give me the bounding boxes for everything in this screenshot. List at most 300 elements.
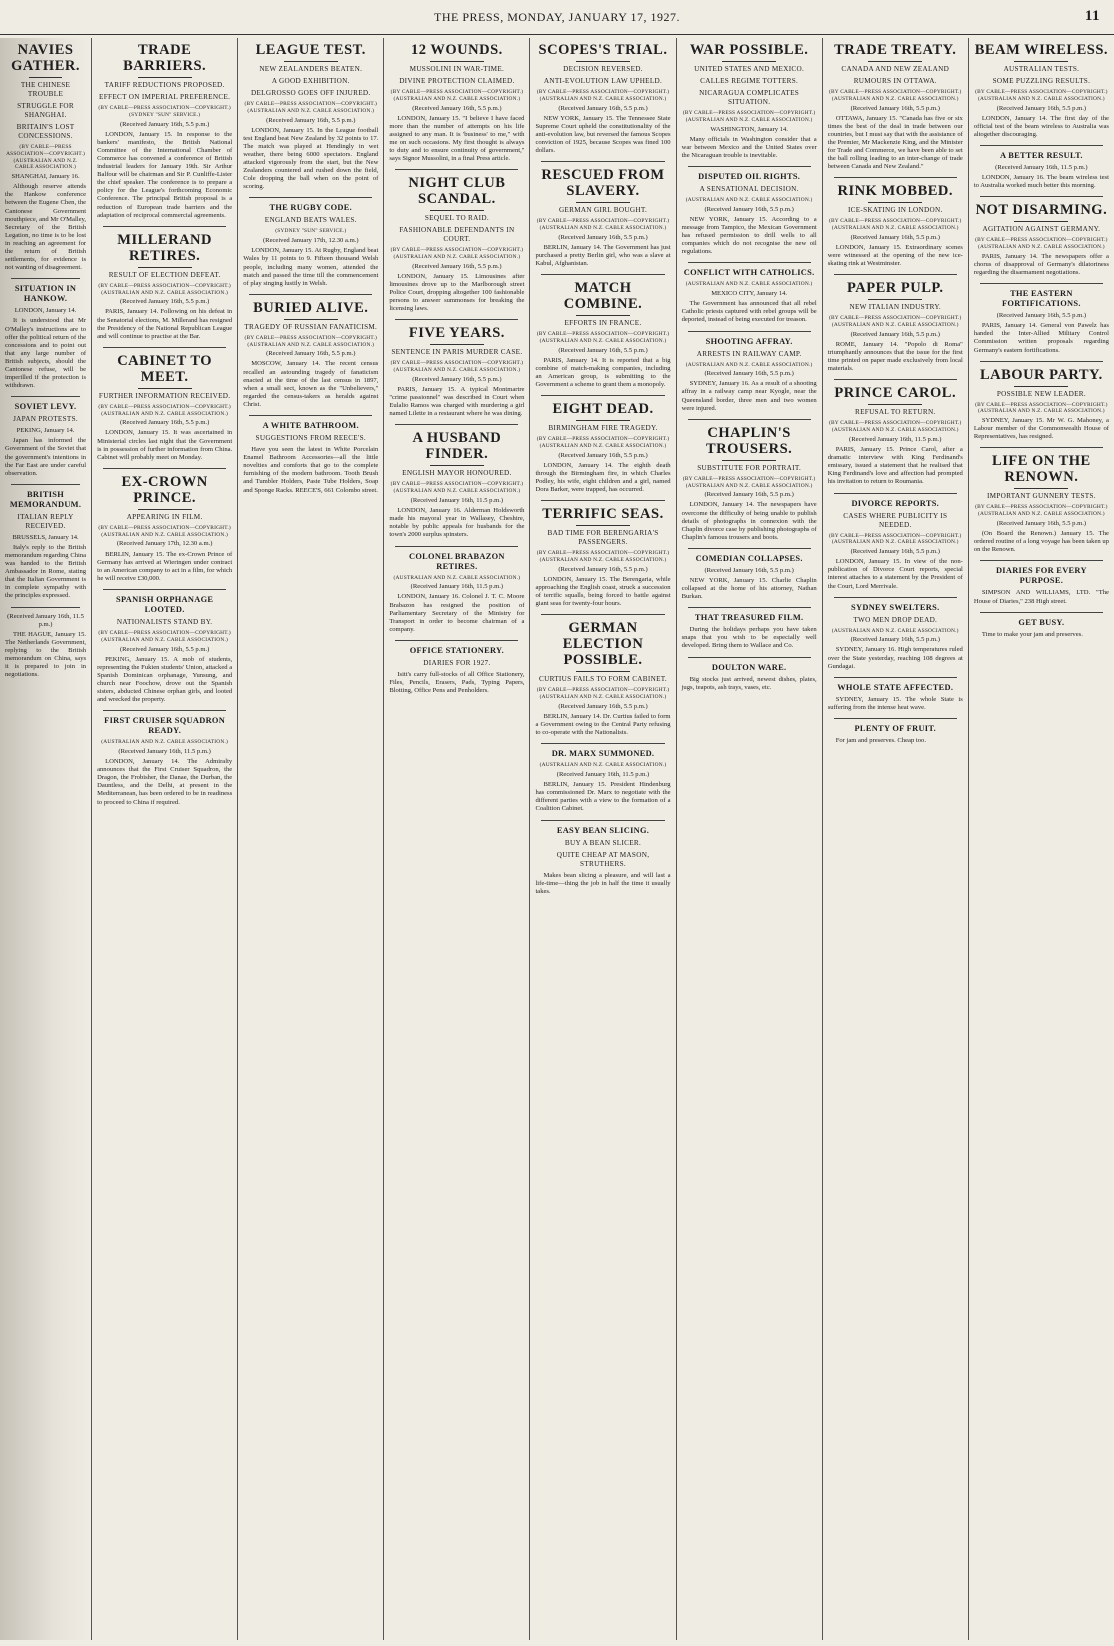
- story-deck: NATIONALISTS STAND BY.: [116, 617, 213, 626]
- story-separator: [11, 278, 80, 279]
- story-deck: GET BUSY.: [1018, 617, 1065, 627]
- story-separator: [980, 612, 1103, 613]
- story-headline: MILLERAND RETIRES.: [117, 231, 212, 264]
- story: [535, 614, 670, 737]
- story-separator: [103, 710, 226, 711]
- story: [828, 274, 963, 373]
- story-headline: CABINET TO MEET.: [117, 352, 213, 385]
- masthead-title: THE PRESS, MONDAY, JANUARY 17, 1927.: [434, 9, 680, 24]
- story-dateline: (Received January 16th, 5.5 p.m.): [704, 491, 794, 499]
- story-body: Many officials in Washington consider that a war between Mexico and the United States over the Nicaraguan trouble is inevitable.: [681, 135, 817, 159]
- story-body: BERLIN, January 15. President Hindenburg has commissioned Dr. Marx to negotiate with the different parties with a view to the formation of a Coalition Cabinet.: [535, 781, 671, 813]
- story-headline: SCOPES'S TRIAL.: [538, 42, 668, 58]
- story-dateline: (Received January 16th, 11.5 p.m.): [410, 497, 504, 505]
- headline-rule: [138, 388, 192, 389]
- story: [97, 710, 232, 806]
- story-body: During the holidays perhaps you have taken snaps that you wish to be especially well developed. Bring them to Wallace and Co.: [681, 626, 817, 650]
- cable-credit: (BY CABLE—PRESS ASSOCIATION—COPYRIGHT.) (AUSTRALIAN AND N.Z. CABLE ASSOCIATION.): [390, 89, 524, 102]
- story-deck: EFFECT ON IMPERIAL PREFERENCE.: [99, 93, 231, 101]
- story-deck: DIARIES FOR 1927.: [423, 658, 491, 667]
- headline-rule: [430, 344, 484, 345]
- story-dateline: (Received January 16th, 5.5 p.m.): [558, 565, 648, 573]
- story-body: LONDON, January 14. The newspapers have overcome the difficulty of being unable to publish details of photographs in connexion with the Chaplin divorce case by publishing photographs of Chaplin's famous trousers and boots.: [681, 501, 817, 541]
- story: [5, 396, 86, 478]
- cable-credit: (AUSTRALIAN AND N.Z. CABLE ASSOCIATION.): [393, 574, 521, 581]
- story-dateline: (Received January 16th, 5.5 p.m.): [996, 520, 1087, 528]
- story-headline: LABOUR PARTY.: [979, 366, 1103, 383]
- story-separator: [688, 607, 811, 608]
- story: [5, 278, 86, 390]
- story-dateline: (Received January 16th, 5.5 p.m.): [266, 116, 356, 124]
- story-deck: BIRMINGHAM FIRE TRAGEDY.: [548, 424, 658, 433]
- story-deck: NEW ZEALANDERS BEATEN.: [259, 65, 363, 73]
- story-deck: RESULT OF ELECTION DEFEAT.: [108, 270, 221, 279]
- story-headline: NAVIES GATHER.: [11, 42, 80, 74]
- story-separator: [249, 294, 372, 295]
- headline-rule: [722, 61, 776, 62]
- story-dateline: BRUSSELS, January 14.: [12, 533, 79, 541]
- headline-rule: [1014, 488, 1068, 489]
- story-separator: [541, 274, 664, 275]
- story-headline: BURIED ALIVE.: [253, 299, 369, 316]
- story: [682, 331, 817, 413]
- story-separator: [834, 274, 957, 275]
- story: [5, 484, 86, 601]
- story-deck: THE EASTERN FORTIFICATIONS.: [1002, 289, 1081, 309]
- story: [389, 424, 524, 539]
- story-body: LONDON, January 14. The first day of the official test of the beam wireless to Australia was altogether discouraging.: [973, 114, 1109, 138]
- story-separator: [11, 607, 80, 608]
- cable-credit: (BY CABLE—PRESS ASSOCIATION—COPYRIGHT.) (AUSTRALIAN AND N.Z. CABLE ASSOCIATION.): [536, 550, 670, 564]
- story-deck: A SENSATIONAL DECISION.: [699, 184, 799, 193]
- story-deck: ITALIAN REPLY RECEIVED.: [17, 512, 74, 530]
- story-separator: [980, 283, 1103, 284]
- story-body: Isitt's carry full-stocks of all Office Stationery, Files, Pencils, Erasers, Pads, Typing Papers, Blotting, Office Pens and Penholders.: [389, 670, 525, 695]
- story-dateline: (Received January 16th, 5.5 p.m.): [704, 205, 794, 213]
- story-body: LONDON, January 15. "I believe I have faced more than the number of attempts on his life assigned to any man. It is 'business' to me," with me on such occasions. My first thought is always to duty and to ensure continuity of government," says Signor Mussolini, in a final Press article.: [389, 114, 525, 163]
- story-separator: [980, 361, 1103, 362]
- cable-credit: (AUSTRALIAN AND N.Z. CABLE ASSOCIATION.): [101, 739, 229, 746]
- cable-credit: (BY CABLE—PRESS ASSOCIATION—COPYRIGHT.) (AUSTRALIAN AND N.Z. CABLE ASSOCIATION.): [98, 629, 231, 643]
- cable-credit: (BY CABLE—PRESS ASSOCIATION—COPYRIGHT.) (AUSTRALIAN AND N.Z. CABLE ASSOCIATION.): [536, 687, 670, 701]
- story-deck: A BETTER RESULT.: [1000, 150, 1083, 160]
- cable-credit: (BY CABLE—PRESS ASSOCIATION—COPYRIGHT.) (AUSTRALIAN AND N.Z. CABLE ASSOCIATION.): [975, 89, 1108, 102]
- story-deck: TWO MEN DROP DEAD.: [853, 615, 938, 624]
- story: [535, 42, 670, 155]
- story-dateline: LONDON, January 14.: [14, 307, 77, 315]
- story-headline: LEAGUE TEST.: [255, 42, 366, 58]
- story-deck: SOME PUZZLING RESULTS.: [992, 77, 1091, 85]
- story-deck: DECISION REVERSED.: [563, 65, 643, 73]
- cable-credit: (AUSTRALIAN AND N.Z. CABLE ASSOCIATION.): [831, 627, 959, 634]
- story-dateline: (Received January 16th, 5.5 p.m.): [119, 298, 210, 306]
- story-body: MOSCOW, January 14. The recent census recalled an astounding tragedy of fanaticism enacted at the time of the last census in 1897, when a small sect, known as the "Unbelievers," regarded the census-takers as heralds against Christ.: [243, 360, 379, 408]
- story-headline: EIGHT DEAD.: [552, 401, 654, 418]
- story-body: It is understood that Mr O'Malley's instructions are to offer the political return of the concessions and to point out that any large number of British subjects, should the Cantonese refuse, will be imperilled if the protection is withdrawn.: [5, 317, 87, 390]
- story-body: PARIS, January 15. Prince Carol, after a dramatic interview with King Ferdinand's emissary, issued a statement that he realised that King Ferdinand's love and affection had prompted his invitation to return to Roumania.: [827, 446, 963, 486]
- story-body: The Government has announced that all rebel Catholic priests captured with rebel groups will be deported, instead of being executed for treason.: [681, 300, 817, 324]
- story-dateline: (Received January 16th, 5.5 p.m.): [119, 120, 210, 128]
- story-dateline: (Received January 17th, 12.30 a.m.): [262, 237, 359, 245]
- story-separator: [980, 196, 1103, 197]
- story: [828, 597, 963, 671]
- story: [97, 468, 232, 583]
- story-deck: THAT TREASURED FILM.: [694, 613, 804, 623]
- story-deck: APPEARING IN FILM.: [126, 512, 203, 521]
- story: [5, 42, 86, 272]
- story-deck: TRAGEDY OF RUSSIAN FANATICISM.: [244, 322, 378, 331]
- story-headline: LIFE ON THE RENOWN.: [992, 453, 1091, 486]
- story-separator: [688, 166, 811, 167]
- story-dateline: (Received January 16th, 11.5 p.m.): [118, 747, 211, 755]
- cable-credit: (BY CABLE—PRESS ASSOCIATION—COPYRIGHT.) (AUSTRALIAN AND N.Z. CABLE ASSOCIATION.): [98, 403, 231, 417]
- headline-rule: [1014, 386, 1068, 387]
- story-body: LONDON, January 16. Colonel J. T. C. Moore Brabazon has resigned the position of Parliamentary Secretary of the Ministry for Transport in order to become chairman of a company.: [389, 593, 525, 633]
- cable-credit: (BY CABLE—PRESS ASSOCIATION—COPYRIGHT.) (AUSTRALIAN AND N.Z. CABLE ASSOCIATION.): [828, 218, 962, 232]
- story: [389, 169, 524, 313]
- story-separator: [834, 677, 957, 678]
- story-dateline: (Received January 16th, 5.5 p.m.): [850, 233, 940, 241]
- story-separator: [980, 560, 1103, 561]
- story-deck: SEQUEL TO RAID.: [424, 214, 489, 223]
- story: [974, 447, 1109, 554]
- story: [97, 589, 232, 704]
- story-deck: DISPUTED OIL RIGHTS.: [698, 171, 801, 181]
- story-body: LONDON, January 15. In response to the bankers' manifesto, the British National Committee of the International Chamber of Commerce has convened a conference of British industrial leaders for January 19th. Sir Arthur Balfour will be chairman and Sir P. Cunliffe-Lister the chief speaker. The conference is to prepare a policy for the League's forthcoming Economic Conference. The principal British proposal is a reduction of European trade barriers and the adaptation of reciprocal commercial agreements.: [97, 130, 233, 219]
- story-deck: DELGROSSO GOES OFF INJURED.: [251, 89, 371, 97]
- story-headline: NIGHT CLUB SCANDAL.: [408, 175, 506, 208]
- story-body: PARIS, January 14. It is reported that a big combine of match-making companies, including an American group, is submitting to the Government a scheme to grant them a monopoly.: [535, 356, 671, 389]
- story-headline: NOT DISARMING.: [975, 202, 1108, 219]
- story-dateline: (Received January 16th, 5.5 p.m.): [850, 548, 940, 556]
- story: [535, 820, 670, 896]
- story-body: Have you seen the latest in White Porcelain Enamel Bathroom Accessories—all the little novelties and comforts that go to the complete furnishing of the modern bathroom. Tooth Brush and Tumbler Holders, Paste Tube Holders, Soap and Sponge Racks. REECE'S, 661 Colombo street.: [243, 446, 379, 494]
- story-body: PARIS, January 15. A typical Montmartre "crime passionnel" was described in Court when Eulalio Ramos was charged with murdering a girl named Lilette in a restaurant where he was dining.: [389, 386, 525, 418]
- story-headline: CHAPLIN'S TROUSERS.: [705, 424, 793, 457]
- cable-credit: (BY CABLE—PRESS ASSOCIATION—COPYRIGHT.) (AUSTRALIAN AND N.Z. CABLE ASSOCIATION.): [975, 237, 1108, 251]
- newspaper-columns: [0, 38, 1114, 1640]
- story: [535, 500, 670, 608]
- story-dateline: (Received January 17th, 12.30 a.m.): [116, 540, 213, 548]
- story: [243, 294, 378, 409]
- story-deck: SITUATION IN HANKOW.: [14, 284, 77, 304]
- story-dateline: (Received January 16th, 5.5 p.m.): [996, 312, 1087, 320]
- story-deck: CASES WHERE PUBLICITY IS NEEDED.: [843, 511, 948, 529]
- story-deck: CALLES REGIME TOTTERS.: [700, 77, 799, 85]
- story-deck: SHOOTING AFFRAY.: [705, 336, 793, 346]
- story-deck: CANADA AND NEW ZEALAND: [841, 65, 950, 73]
- story-body: Italy's reply to the British memorandum regarding China was handed to the British Ambassador in Rome, stating that the Italian Government is in complete sympathy with the principles expressed.: [5, 543, 87, 600]
- story-deck: DIVORCE REPORTS.: [851, 498, 940, 508]
- story-deck: DOULTON WARE.: [711, 662, 787, 672]
- story-headline: A HUSBAND FINDER.: [412, 430, 502, 463]
- story-deck: OFFICE STATIONERY.: [409, 645, 505, 655]
- story-deck: ARRESTS IN RAILWAY CAMP.: [696, 349, 802, 358]
- story-separator: [395, 640, 518, 641]
- story-body: OTTAWA, January 15. "Canada has five or six times the best of the deal in trade between our countries, but I must say that with the assistance of the Premier, Mr Mackenzie King, and the Minister for Trade and Commerce, we have been able to set the ball rolling leading to an inter-change of trade between Canada and New Zealand.": [827, 114, 963, 171]
- story-deck: GERMAN GIRL BOUGHT.: [558, 206, 648, 215]
- story: [828, 379, 963, 486]
- story: [828, 42, 963, 171]
- story-separator: [834, 177, 957, 178]
- story: [535, 161, 670, 268]
- story-deck: EFFORTS IN FRANCE.: [564, 319, 642, 328]
- story-dateline: MEXICO CITY, January 14.: [711, 290, 788, 298]
- story-body: LONDON, January 16. Alderman Holdsworth made his mayoral year in Wallasey, Cheshire, notable by public appeals for husbands for the town's 2000 surplus spinsters.: [389, 507, 525, 539]
- story-deck: COMEDIAN COLLAPSES.: [695, 553, 803, 563]
- column-3: [237, 38, 383, 1640]
- story-body: LONDON, January 16. The beam wireless test to Australia worked much better this morning.: [973, 174, 1109, 190]
- cable-credit: (BY CABLE—PRESS ASSOCIATION—COPYRIGHT.) (AUSTRALIAN AND N.Z. CABLE ASSOCIATION.): [975, 504, 1108, 518]
- cable-credit: (BY CABLE—PRESS ASSOCIATION—COPYRIGHT.) (AUSTRALIAN AND N.Z. CABLE ASSOCIATION.): [536, 331, 670, 344]
- story-dateline: SHANGHAI, January 16.: [11, 173, 80, 181]
- column-5: [529, 38, 675, 1640]
- story-deck: DIARIES FOR EVERY PURPOSE.: [995, 566, 1087, 586]
- story-body: SYDNEY, January 15. Mr W. G. Mahoney, a Labour member of the Commonwealth House of Representatives, has resigned.: [973, 417, 1109, 441]
- story-deck: ENGLISH MAYOR HONOURED.: [402, 469, 512, 478]
- story-headline: RESCUED FROM SLAVERY.: [541, 167, 665, 200]
- story-deck: MUSSOLINI IN WAR-TIME.: [409, 65, 505, 73]
- story-body: SYDNEY, January 16. High temperatures ruled over the State yesterday, reaching 108 degrees at Gundagai.: [827, 646, 963, 670]
- story-dateline: (Received January 16th, 5.5 p.m.): [850, 330, 940, 338]
- story-deck: SENTENCE IN PARIS MURDER CASE.: [391, 348, 523, 357]
- story: [974, 42, 1109, 139]
- story: [682, 166, 817, 256]
- column-7: [822, 38, 968, 1640]
- story-dateline: (Received January 16th, 5.5 p.m.): [412, 376, 502, 383]
- story-deck: SPANISH ORPHANAGE LOOTED.: [115, 594, 214, 614]
- story-body: LONDON, January 14. The eighth death through the Birmingham fire, in which Charles Podley, his wife, eight children and a girl, named Dora Barker, were trapped, has occurred.: [535, 461, 671, 494]
- story-deck: ENGLAND BEATS WALES.: [264, 216, 357, 225]
- story-separator: [541, 395, 664, 396]
- story-dateline: WASHINGTON, January 14.: [710, 125, 788, 133]
- story-deck: BRITAIN'S LOST CONCESSIONS.: [16, 123, 75, 140]
- story-body: LONDON, January 15. The Berengaria, while approaching the English coast, struck a succession of terrific squalls, being forced to battle against giant seas for twenty-four hours.: [535, 575, 671, 608]
- story-deck: FURTHER INFORMATION RECEIVED.: [98, 391, 231, 400]
- story-separator: [395, 319, 518, 320]
- story-headline: RINK MOBBED.: [837, 183, 954, 200]
- story: [5, 607, 86, 680]
- cable-credit: (AUSTRALIAN AND N.Z. CABLE ASSOCIATION.): [539, 762, 667, 769]
- story-dateline: (Received January 16th, 11.5 p.m.): [995, 163, 1088, 171]
- story-deck: A GOOD EXHIBITION.: [271, 77, 350, 85]
- story-deck: CONFLICT WITH CATHOLICS.: [683, 268, 815, 278]
- story-body: LONDON, January 15. In the League football test England beat New Zealand by 32 points to 17. The match was played at Hendingly in wet weather, there being 6000 spectators. England attacked vigorously from the start, but the New Zealanders countered and rushed down the field, Cole dropping the ball when on the point of scoring.: [243, 126, 379, 191]
- story-body: BERLIN, January 14. The Government has just purchased a pretty Berlin girl, who was a slave at Kabul, Afghanistan.: [535, 243, 671, 268]
- story-deck: AGITATION AGAINST GERMANY.: [982, 225, 1101, 234]
- headline-rule: [1014, 61, 1068, 62]
- column-1: [0, 38, 91, 1640]
- story-deck: PLENTY OF FRUIT.: [854, 723, 937, 733]
- headline-rule: [576, 315, 630, 316]
- story-dateline: (Received January 16th, 5.5 p.m.): [558, 233, 648, 241]
- story-body: PARIS, January 14. Following on his defeat in the Senatorial elections, M. Millerand has resigned the Presidency of the National Republican League and will continue to practise at the Bar.: [97, 308, 233, 340]
- story-headline: PRINCE CAROL.: [834, 385, 957, 402]
- story-separator: [395, 424, 518, 425]
- story-dateline: (Received January 16th, 5.5 p.m.): [558, 104, 648, 112]
- story: [682, 657, 817, 692]
- story-body: For jam and preserves. Cheap too.: [835, 736, 926, 744]
- masthead: [0, 0, 1114, 35]
- story-body: Big stocks just arrived, newest dishes, plates, jugs, teapots, ash trays, vases, etc.: [681, 675, 817, 691]
- story: [97, 226, 232, 341]
- story: [97, 347, 232, 462]
- column-6: [676, 38, 822, 1640]
- story-separator: [541, 820, 664, 821]
- headline-rule: [138, 267, 192, 268]
- headline-rule: [430, 210, 484, 211]
- story-deck: ANTI-EVOLUTION LAW UPHELD.: [543, 77, 663, 85]
- story-dateline: (Received January 16th, 5.5 p.m.): [558, 702, 648, 710]
- story-body: LONDON, January 15. At Rugby, England beat Wales by 11 points to 9. Fifteen thousand Welsh people, including many women, attended the match and passed the time till the commencement of play singing lustily in Welsh.: [243, 247, 379, 287]
- story-headline: MATCH COMBINE.: [563, 280, 643, 313]
- story-separator: [395, 169, 518, 170]
- story-body: PARIS, January 14. General von Pawelz has handed the Inter-Allied Military Control Commission written proposals regarding Germany's eastern fortifications.: [973, 322, 1109, 354]
- story-separator: [541, 743, 664, 744]
- story-body: LONDON, January 15. In view of the non-publication of Divorce Court reports, special interest attaches to a statement by the President of the Court, Lord Merrivale.: [827, 558, 963, 590]
- story-dateline: (Received January 16th, 5.5 p.m.): [704, 566, 794, 574]
- story-deck: CURTIUS FAILS TO FORM CABINET.: [538, 675, 668, 684]
- cable-credit: (AUSTRALIAN AND N.Z. CABLE ASSOCIATION.): [685, 281, 813, 288]
- story-deck: IMPORTANT GUNNERY TESTS.: [986, 492, 1096, 501]
- headline-rule: [576, 525, 630, 526]
- story: [974, 361, 1109, 442]
- story-deck: NEW ITALIAN INDUSTRY.: [849, 303, 942, 312]
- story: [389, 42, 524, 163]
- story: [535, 395, 670, 494]
- story-deck: BRITISH MEMORANDUM.: [9, 489, 82, 509]
- story-body: LONDON, January 15. Extraordinary scenes were witnessed at the opening of the new ice-skating rink at Westminster.: [827, 244, 963, 268]
- story: [974, 560, 1109, 605]
- story: [243, 42, 378, 191]
- story-dateline: (Received January 16th, 5.5 p.m.): [412, 104, 502, 112]
- story-dateline: (Received January 16th, 11.5 p.m.): [556, 771, 650, 779]
- story-dateline: (Received January 16th, 5.5 p.m.): [119, 645, 210, 653]
- story-dateline: (Received January 16th, 5.5 p.m.): [850, 636, 940, 644]
- story-deck: SUGGESTIONS FROM REECE'S.: [255, 434, 366, 443]
- story: [682, 419, 817, 542]
- headline-rule: [1014, 221, 1068, 222]
- cable-credit: (BY CABLE—PRESS ASSOCIATION—COPYRIGHT.) (AUSTRALIAN AND N.Z. CABLE ASSOCIATION.): [828, 315, 962, 329]
- story-deck: WHOLE STATE AFFECTED.: [837, 682, 954, 692]
- story-body: Japan has informed the Government of the Soviet that the government's intentions in the Far East are under careful observation.: [5, 437, 87, 477]
- headline-rule: [29, 77, 61, 78]
- cable-credit: (BY CABLE—PRESS ASSOCIATION—COPYRIGHT.) (AUSTRALIAN AND N.Z. CABLE ASSOCIATION.): [536, 436, 670, 449]
- story-separator: [11, 484, 80, 485]
- story-body: ROME, January 14. "Popolo di Roma" triumphantly announces that the issue for the first time printed on paper made exclusively from local materials.: [827, 341, 963, 373]
- story-headline: TRADE BARRIERS.: [123, 42, 207, 74]
- story-separator: [103, 347, 226, 348]
- headline-rule: [576, 202, 630, 203]
- story: [682, 42, 817, 160]
- story-body: PARIS, January 14. The newspapers offer a chorus of disapproval of Germany's dilatoriness regarding the disarmament negotiations.: [973, 252, 1109, 277]
- story: [828, 677, 963, 712]
- story-dateline: (Received January 16th, 5.5 p.m.): [704, 370, 794, 378]
- story-deck: BAD TIME FOR BERENGARIA'S PASSENGERS.: [547, 529, 659, 547]
- story-dateline: (Received January 16th, 5.5 p.m.): [266, 350, 356, 358]
- story-deck: POSSIBLE NEW LEADER.: [996, 389, 1086, 398]
- story-deck: RUMOURS IN OTTAWA.: [853, 77, 937, 85]
- story: [828, 177, 963, 268]
- headline-rule: [722, 460, 776, 461]
- story-dateline: (Received January 16th, 11.5 p.m.): [7, 612, 84, 628]
- cable-credit: (AUSTRALIAN AND N.Z. CABLE ASSOCIATION.): [685, 196, 813, 203]
- story-dateline: (Received January 16th, 5.5 p.m.): [558, 451, 648, 459]
- story-separator: [688, 262, 811, 263]
- story-separator: [103, 589, 226, 590]
- story-body: SYDNEY, January 15. The whole State is suffering from the intense heat wave.: [827, 695, 963, 711]
- cable-credit: (BY CABLE—PRESS ASSOCIATION—COPYRIGHT.) (AUSTRALIAN AND N.Z. CABLE ASSOCIATION.): [828, 89, 962, 102]
- story-deck: BUY A BEAN SLICER.: [564, 838, 642, 847]
- story: [974, 145, 1109, 190]
- cable-credit: (AUSTRALIAN AND N.Z. CABLE ASSOCIATION.): [685, 361, 813, 368]
- column-2: [91, 38, 237, 1640]
- cable-credit: (BY CABLE—PRESS ASSOCIATION—COPYRIGHT.) (AUSTRALIAN AND N.Z. CABLE ASSOCIATION.): [390, 247, 524, 261]
- story-deck: FASHIONABLE DEFENDANTS IN COURT.: [399, 226, 515, 244]
- headline-rule: [430, 465, 484, 466]
- headline-rule: [284, 61, 338, 62]
- headline-rule: [868, 404, 922, 405]
- story-body: SIMPSON AND WILLIAMS, LTD. "The House of Diaries," 238 High street.: [973, 589, 1109, 605]
- story-separator: [834, 379, 957, 380]
- story-deck: REFUSAL TO RETURN.: [854, 408, 936, 417]
- story-body: Although reserve attends the Hankow conference between the Eugene Chen, the Cantonese Government mouthpiece, and Mr O'Malley, Secretary of the British Legation, no time is to be lost in reaching an agreement for the return of British settlements, for evidence is not wanting of disagreement.: [5, 183, 87, 272]
- story-headline: TRADE TREATY.: [834, 42, 957, 58]
- cable-credit: (BY CABLE—PRESS ASSOCIATION—COPYRIGHT.) (AUSTRALIAN AND N.Z. CABLE ASSOCIATION.): [244, 334, 378, 348]
- story: [682, 607, 817, 650]
- cable-credit: (BY CABLE—PRESS ASSOCIATION—COPYRIGHT.) (AUSTRALIAN AND N.Z. CABLE ASSOCIATION.): [244, 101, 378, 114]
- story-separator: [688, 331, 811, 332]
- story-body: BERLIN, January 15. The ex-Crown Prince of Germany has arrived at Wieringen under contract to an American company to act in a film, for which he will receive £30,000.: [97, 550, 233, 582]
- story-body: (On Board the Renown.) January 15. The ordered routine of a long voyage has been taken up on the Renown.: [973, 530, 1109, 554]
- story-body: PEKING, January 15. A mob of students, representing the Fukien students' Union, attacked a Spanish Dominican orphanage, Yunsung, and church near Foochow, drove out the Spanish sisters, abducted Chinese orphan girls, and looted and wrecked the property.: [97, 655, 233, 704]
- story-dateline: (Received January 16th, 11.5 p.m.): [849, 435, 942, 443]
- story-deck: EASY BEAN SLICING.: [556, 825, 650, 835]
- story-dateline: (Received January 16th, 5.5 p.m.): [558, 346, 648, 354]
- story: [535, 274, 670, 389]
- headline-rule: [430, 61, 484, 62]
- cable-credit: (BY CABLE—PRESS ASSOCIATION—COPYRIGHT.) (AUSTRALIAN AND N.Z. CABLE ASSOCIATION.): [98, 524, 231, 538]
- story-deck: SOVIET LEVY.: [14, 402, 77, 412]
- cable-credit: (BY CABLE—PRESS ASSOCIATION—COPYRIGHT.) (AUSTRALIAN AND N.Z. CABLE ASSOCIATION.): [975, 401, 1108, 415]
- story: [682, 262, 817, 324]
- story: [828, 718, 963, 745]
- story-separator: [103, 226, 226, 227]
- cable-credit: (BY CABLE—PRESS ASSOCIATION—COPYRIGHT.) (AUSTRALIAN AND N.Z. CABLE ASSOCIATION.): [536, 218, 670, 231]
- story: [974, 283, 1109, 354]
- headline-rule: [868, 202, 922, 203]
- story-headline: PAPER PULP.: [847, 280, 944, 297]
- story-separator: [980, 145, 1103, 146]
- story-body: LONDON, January 14. The Admiralty announces that the First Cruiser Squadron, the Dragon, the Frobisher, the Danae, the Durban, the Dauntless, and the Delhi, at present in the Mediterranean, has been ordered to be in readiness to proceed to China if required.: [97, 758, 233, 806]
- story-dateline: PEKING, January 14.: [16, 427, 75, 435]
- headline-rule: [868, 299, 922, 300]
- story: [974, 612, 1109, 639]
- story-deck: NICARAGUA COMPLICATES SITUATION.: [699, 89, 800, 106]
- story-deck: THE RUGBY CODE.: [269, 203, 353, 213]
- story-deck: JAPAN PROTESTS.: [13, 415, 79, 424]
- story-headline: FIVE YEARS.: [408, 325, 505, 342]
- story-body: BERLIN, January 14. Dr. Curtius failed to form a Government owing to the Central Party refusing to co-operate with the Nationalists.: [535, 713, 671, 737]
- cable-credit: (BY CABLE—PRESS ASSOCIATION—COPYRIGHT.) (AUSTRALIAN AND N.Z. CABLE ASSOCIATION.): [390, 481, 524, 495]
- cable-credit: (BY CABLE—PRESS ASSOCIATION—COPYRIGHT.) (AUSTRALIAN AND N.Z. CABLE ASSOCIATION.): [828, 532, 962, 546]
- cable-credit: (BY CABLE—PRESS ASSOCIATION—COPYRIGHT.) (AUSTRALIAN AND N.Z. CABLE ASSOCIATION.): [682, 110, 816, 123]
- headline-rule: [138, 509, 192, 510]
- page-number: 11: [1084, 8, 1100, 24]
- cable-credit: (BY CABLE—PRESS ASSOCIATION—COPYRIGHT.) (AUSTRALIAN AND N.Z. CABLE ASSOCIATION.): [828, 420, 962, 434]
- cable-credit: (SYDNEY "SUN" SERVICE.): [275, 228, 347, 235]
- story-headline: BEAM WIRELESS.: [974, 42, 1109, 58]
